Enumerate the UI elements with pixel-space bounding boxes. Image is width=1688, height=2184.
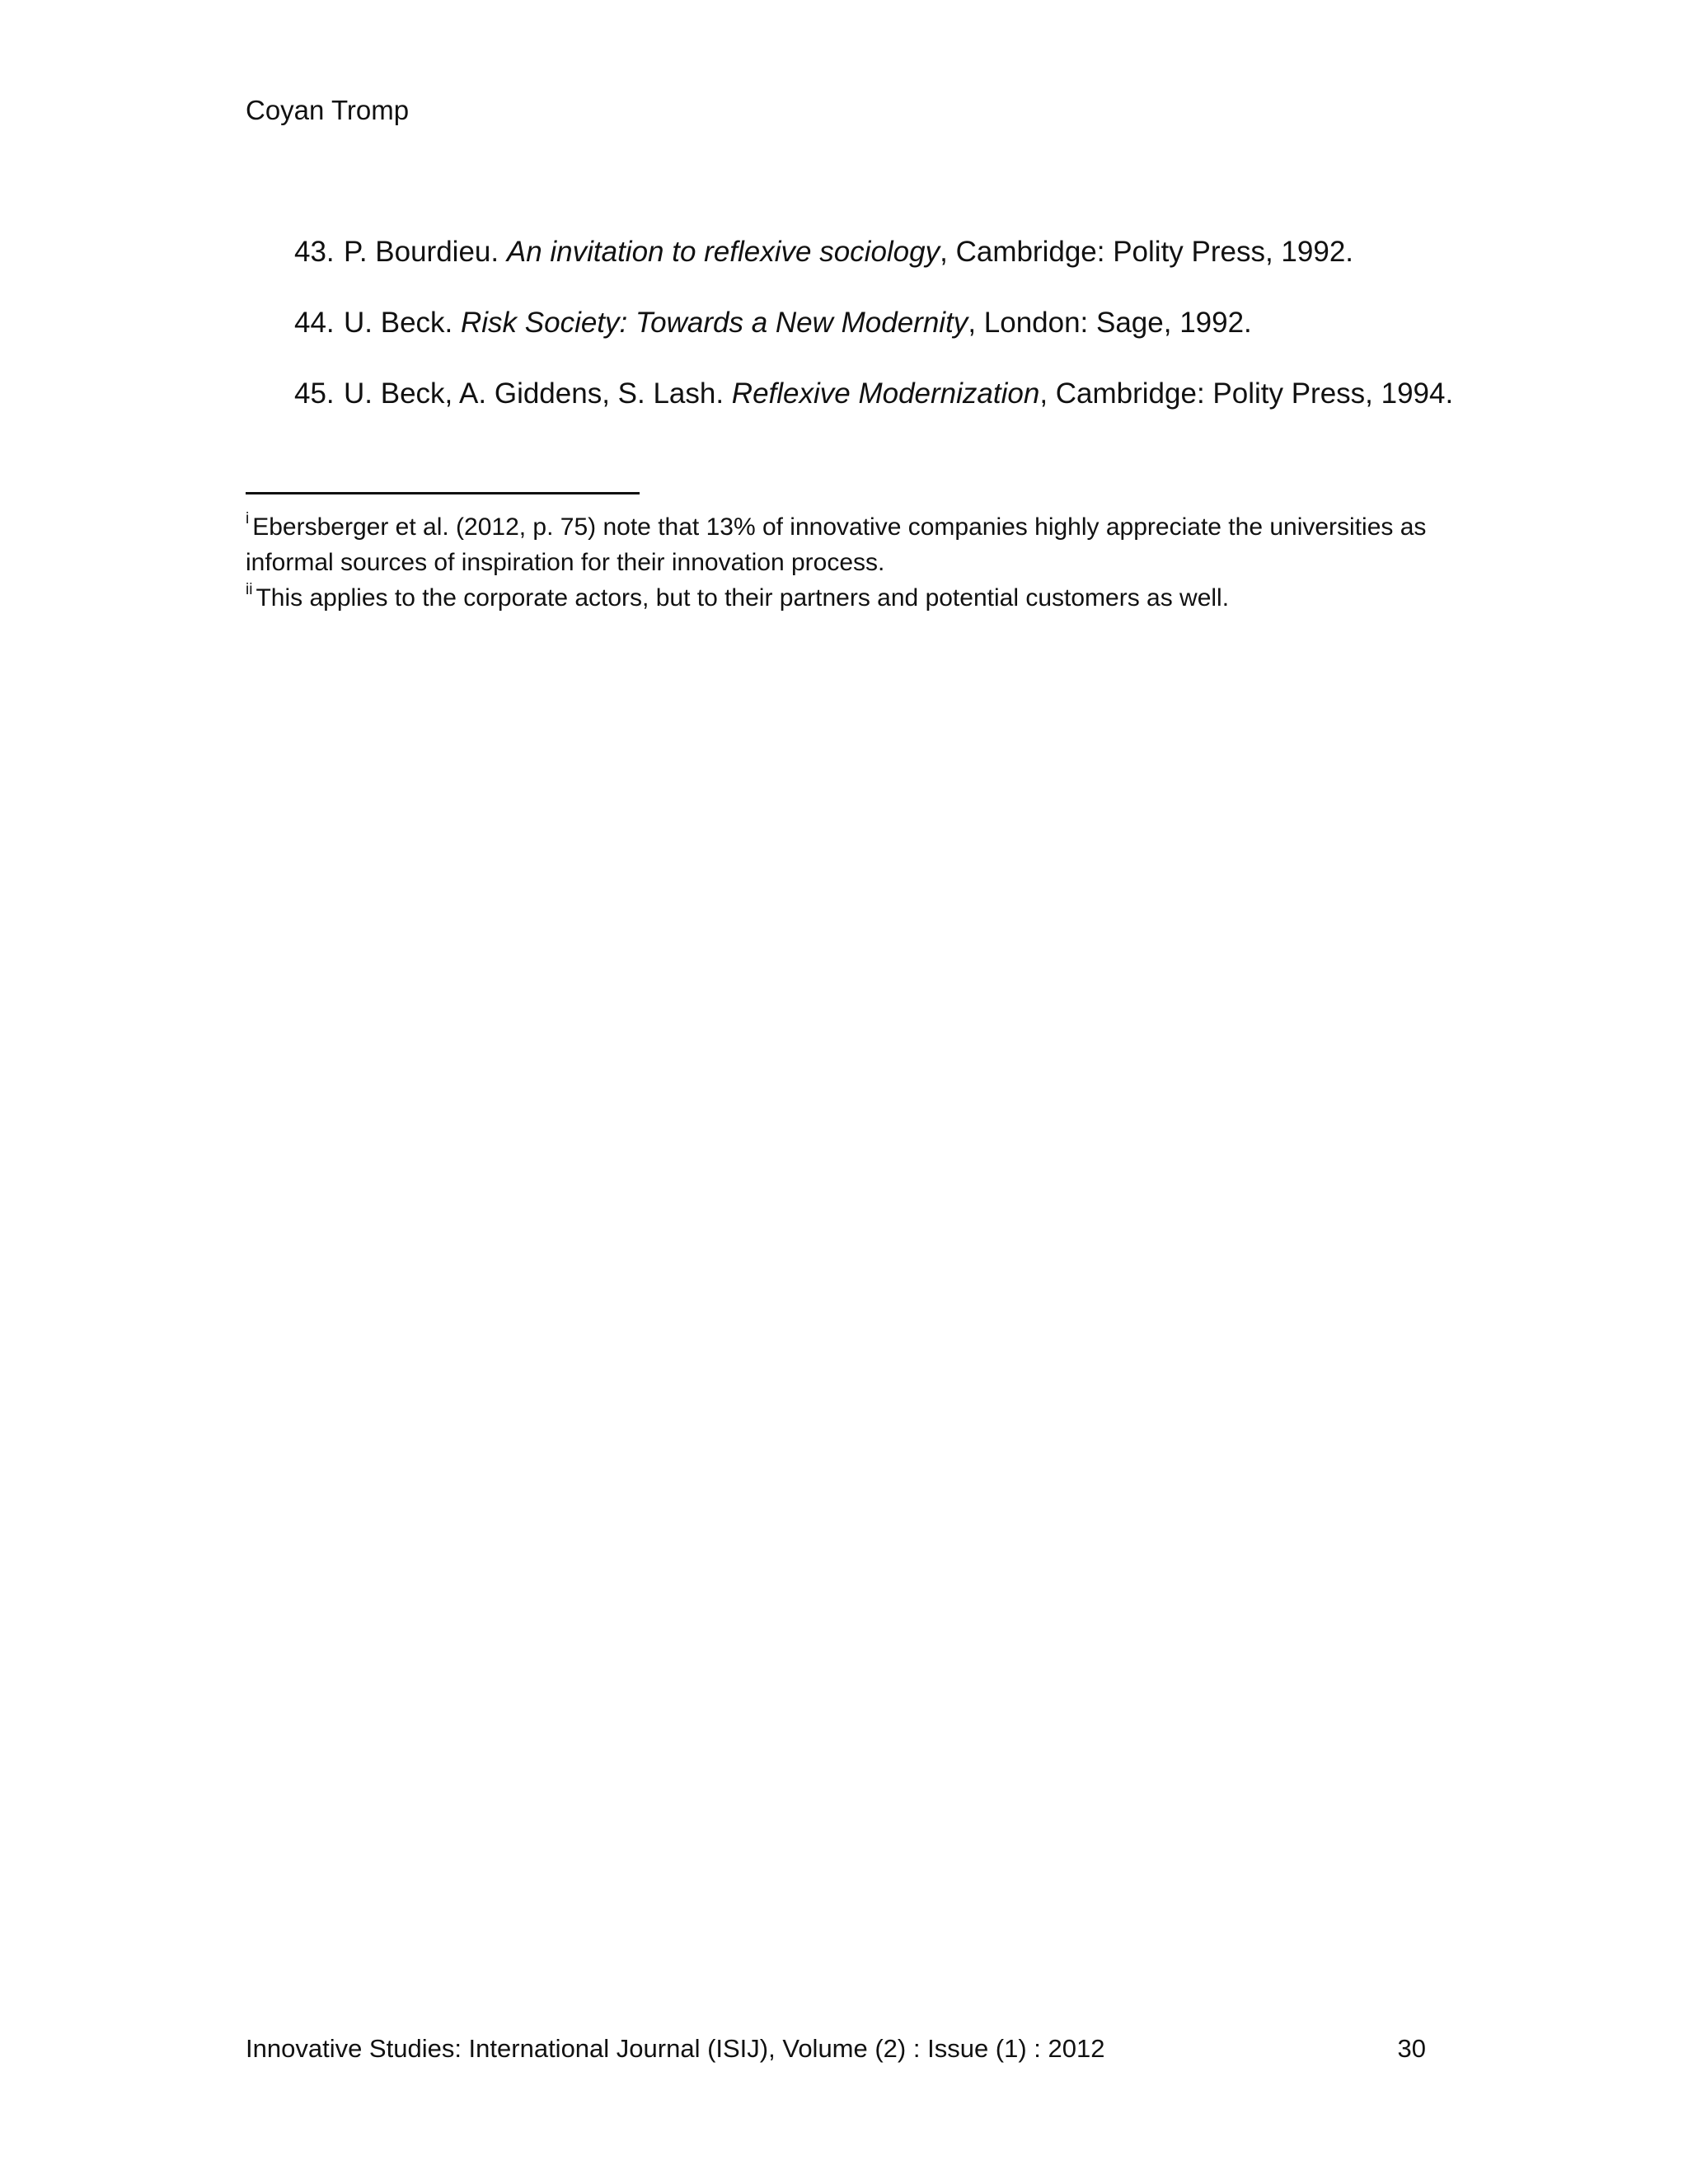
- footnotes-section: [246, 509, 1441, 616]
- reference-number: 43.: [294, 236, 335, 268]
- footnote-marker: i: [246, 510, 250, 527]
- reference-text: [344, 236, 1353, 268]
- reference-publication: , London: Sage, 1992.: [968, 307, 1252, 339]
- reference-number: 45.: [294, 377, 335, 410]
- reference-text: [344, 307, 1252, 339]
- reference-publication: , Cambridge: Polity Press, 1992.: [940, 236, 1354, 268]
- reference-title: An invitation to reflexive sociology: [506, 236, 940, 268]
- reference-item-45: [294, 376, 1531, 412]
- running-header-author: Coyan Tromp: [246, 95, 410, 125]
- footnote-text: Ebersberger et al. (2012, p. 75) note that 13% of innovative companies highly appreciate the universities as informal sources of inspiration for their innovation process.: [246, 513, 1427, 576]
- reference-item-44: [294, 305, 1531, 341]
- footnote-i: [246, 509, 1441, 580]
- reference-number: 44.: [294, 307, 335, 339]
- page-number: 30: [1397, 2034, 1426, 2063]
- reference-title: Risk Society: Towards a New Modernity: [460, 307, 968, 339]
- reference-authors: U. Beck.: [344, 307, 461, 339]
- reference-list: [294, 234, 1531, 447]
- reference-authors: P. Bourdieu.: [344, 236, 507, 268]
- reference-title: Reflexive Modernization: [731, 377, 1040, 410]
- footer-journal-info: Innovative Studies: International Journal (ISIJ), Volume (2) : Issue (1) : 2012: [246, 2034, 1105, 2063]
- reference-authors: U. Beck, A. Giddens, S. Lash.: [344, 377, 732, 410]
- footnote-marker: ii: [246, 581, 253, 598]
- reference-text: [344, 377, 1453, 410]
- reference-item-43: [294, 234, 1531, 270]
- reference-publication: , Cambridge: Polity Press, 1994.: [1039, 377, 1454, 410]
- footnote-separator: [246, 492, 640, 494]
- footnote-ii: [246, 580, 1441, 616]
- footnote-text: This applies to the corporate actors, but to their partners and potential customers as well.: [256, 584, 1230, 612]
